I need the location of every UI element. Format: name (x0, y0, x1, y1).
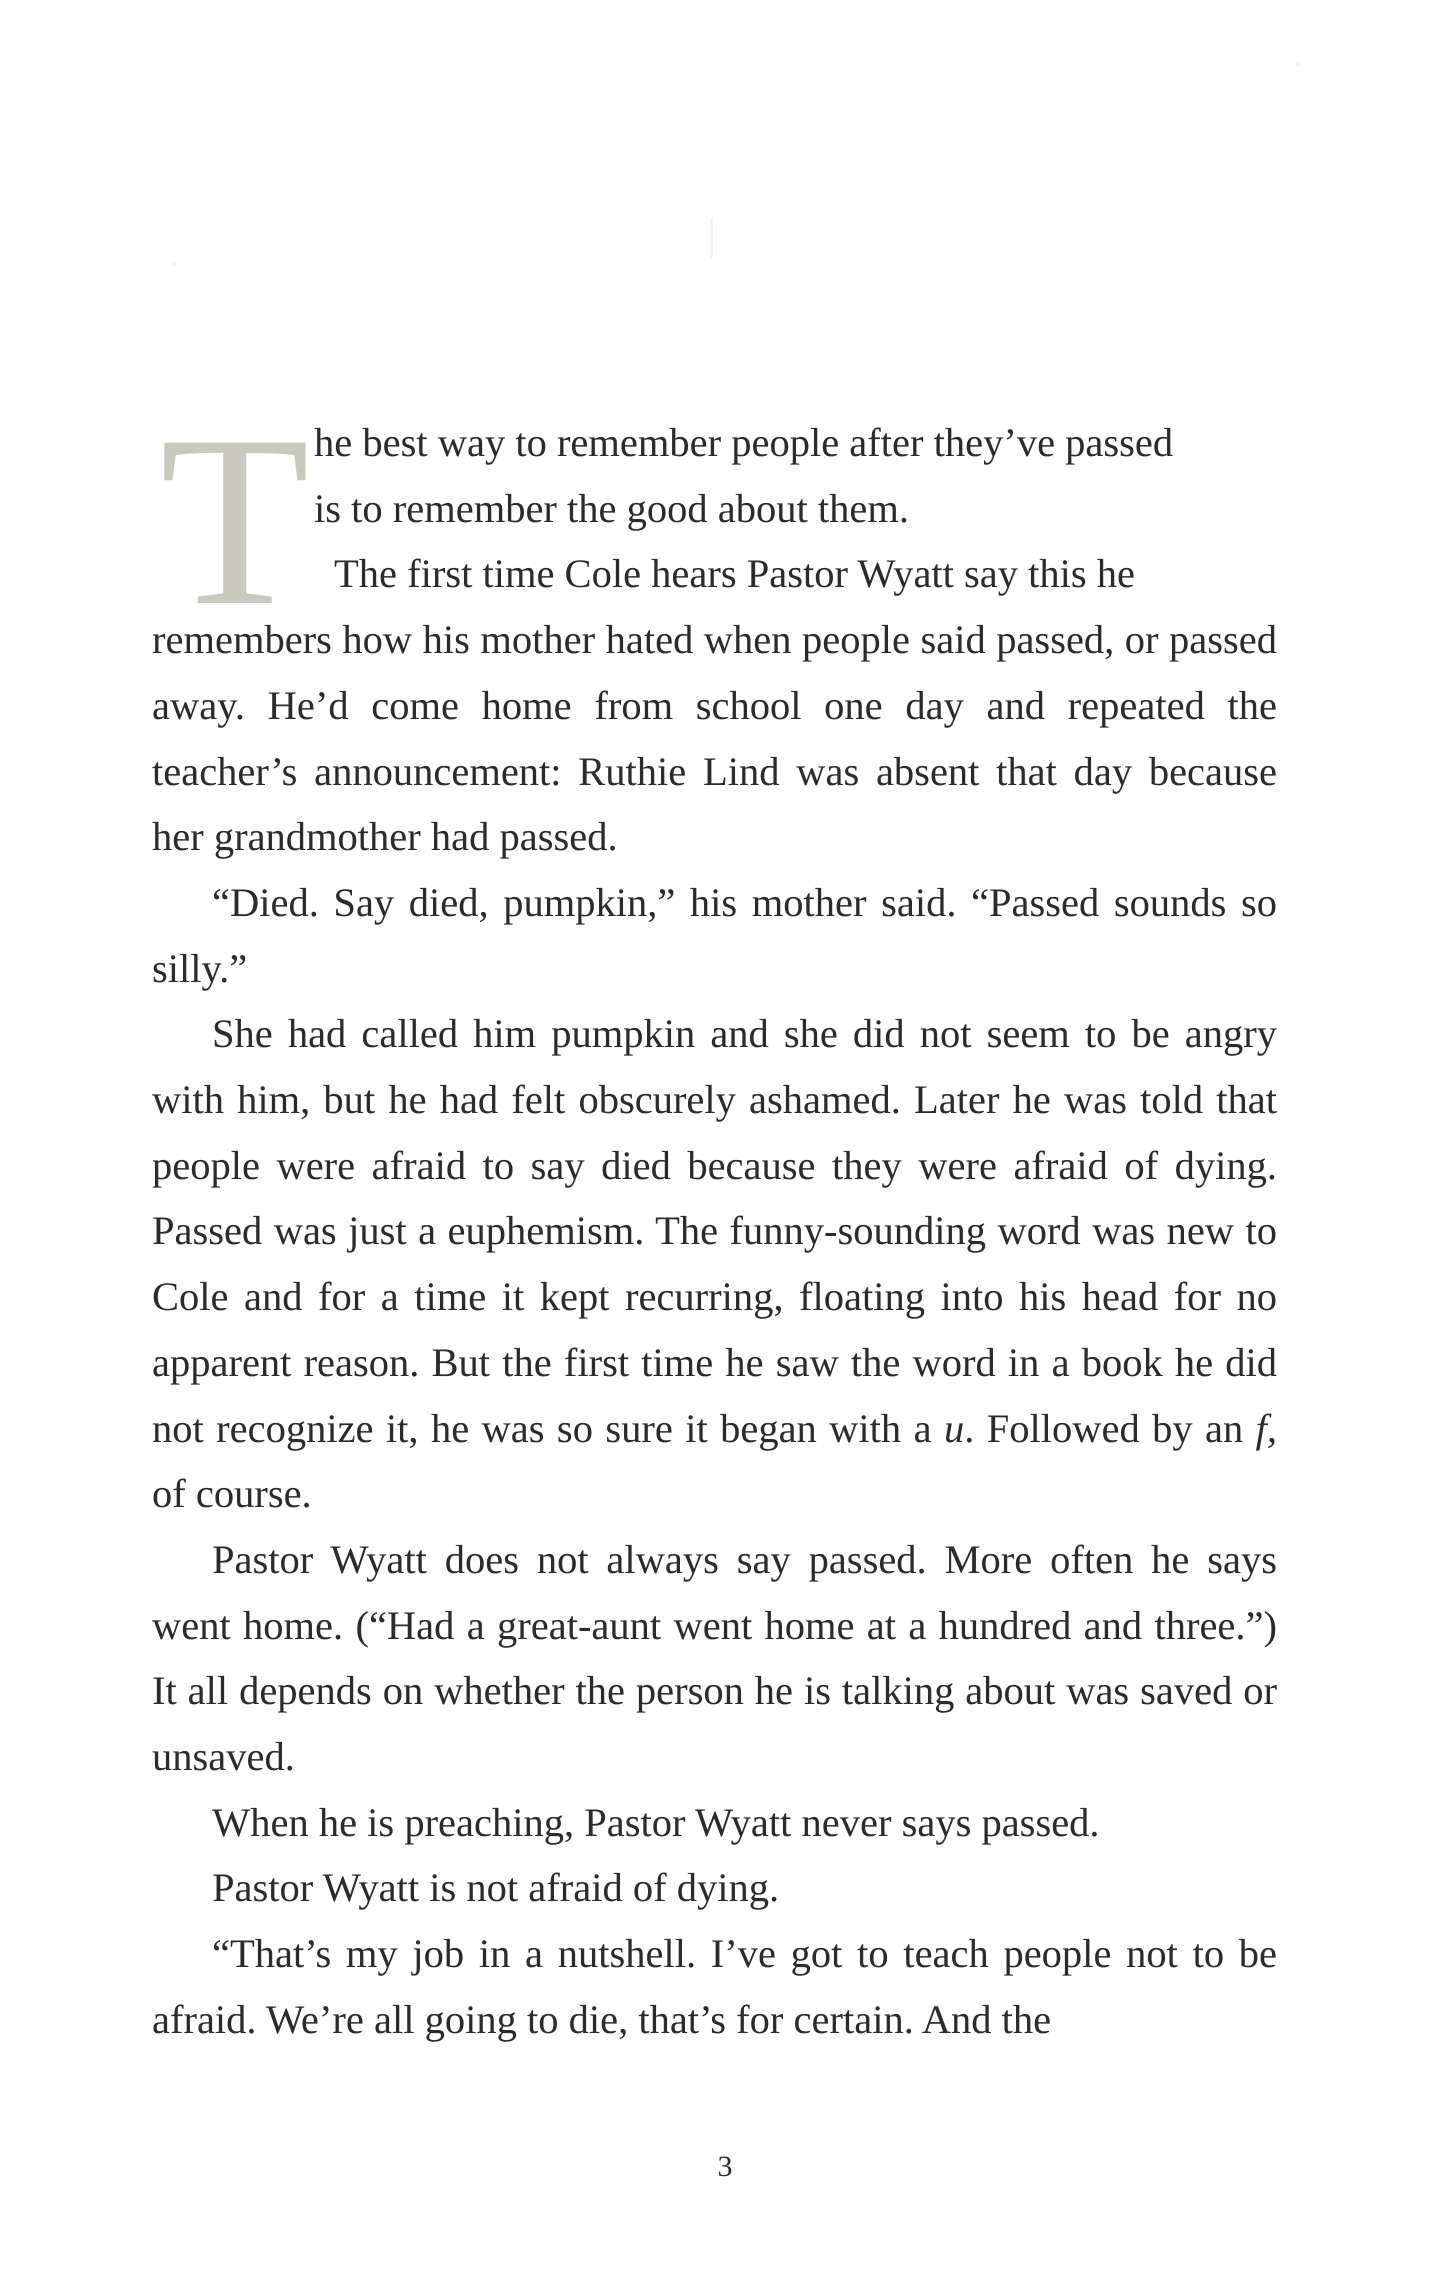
paragraph-1 (152, 410, 1277, 541)
paragraph-1-line-1: he best way to remember people after they’ve passed (314, 420, 1174, 465)
paragraph-4-part-b: . Followed by an (964, 1405, 1256, 1451)
paragraph-4-part-c: of course. (152, 1471, 312, 1517)
body-text (152, 410, 1277, 2053)
paper-speck (1296, 62, 1300, 67)
paragraph-3: “Died. Say died, pumpkin,” his mother said. “Passed sounds so silly.” (152, 879, 1277, 991)
paragraph-5: Pastor Wyatt does not always say passed. More often he says went home. (“Had a great-aunt went home at a hundred and three.”) It all depends on whether the person he is talking about was saved or unsaved. (152, 1536, 1277, 1780)
paragraph-4-letter-u: u (943, 1405, 965, 1451)
paper-speck (710, 218, 713, 258)
paragraph-2 (152, 541, 1277, 870)
drop-cap-letter: T (160, 385, 310, 656)
paragraph-2-rest: remembers how his mother hated when people said passed, or passed away. He’d come home from school one day and repeated the teacher’s announcement: Ruthie Lind was absent that day because her grandmother had passed. (152, 617, 1277, 860)
paragraph-4-part-a: She had called him pumpkin and she did not seem to be angry with him, but he had felt obscurely ashamed. Later he was told that people were afraid to say died because they were afraid of dying. Passed was just a euphemism. The funny-sounding word was new to Cole and for a time it kept recurring, floating into his head for no apparent reason. But the first time he saw the word in a book he did not recognize it, he was so sure it began with a (152, 1011, 1277, 1451)
paragraph-4 (152, 1001, 1277, 1527)
paragraph-6: When he is preaching, Pastor Wyatt never says passed. (212, 1799, 1100, 1845)
paragraph-2-line-1: The first time Cole hears Pastor Wyatt say this he (334, 551, 1136, 597)
paper-speck (172, 262, 177, 267)
paragraph-1-line-2: is to remember the good about them. (314, 485, 909, 531)
page-number: 3 (717, 2150, 733, 2183)
paragraph-7: Pastor Wyatt is not afraid of dying. (212, 1865, 780, 1911)
paragraph-4-letter-f: f, (1255, 1405, 1278, 1451)
paragraph-8: “That’s my job in a nutshell. I’ve got to teach people not to be afraid. We’re all going to die, that’s for certain. And the (152, 1931, 1277, 2042)
